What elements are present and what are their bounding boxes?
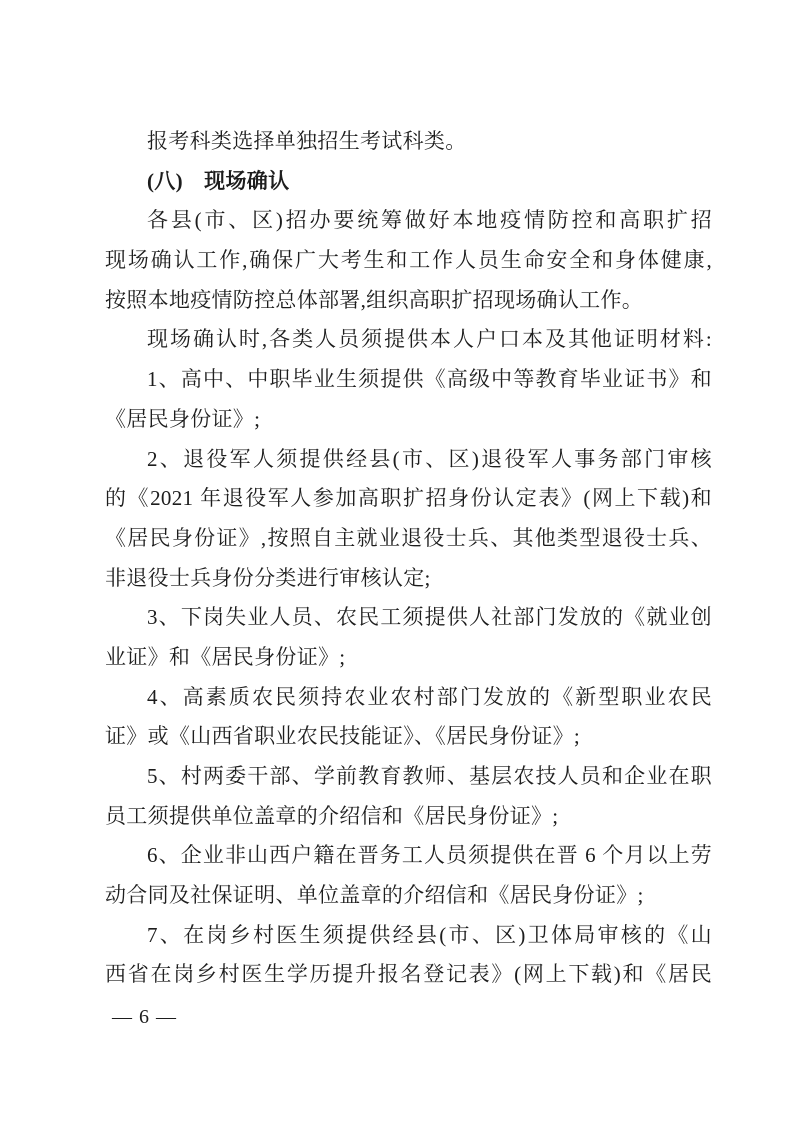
page-number: — 6 — [112,1006,177,1028]
text-block [105,122,712,995]
text-line: 的《2021 年退役军人参加高职扩招身份认定表》(网上下载)和 [105,486,712,511]
text-line: 2、退役军人须提供经县(市、区)退役军人事务部门审核 [147,446,712,471]
text-line: 各县(市、区)招办要统筹做好本地疫情防控和高职扩招 [147,208,712,233]
text-line: 5、村两委干部、学前教育教师、基层农技人员和企业在职 [147,764,712,788]
text-line: 西省在岗乡村医生学历提升报名登记表》(网上下载)和《居民 [105,962,712,987]
text-line: 现场确认时,各类人员须提供本人户口本及其他证明材料: [147,327,712,352]
text-line: 1、高中、中职毕业生须提供《高级中等教育毕业证书》和 [147,367,712,392]
text-line: 证》或《山西省职业农民技能证》、《居民身份证》; [105,724,581,749]
text-line: 按照本地疫情防控总体部署,组织高职扩招现场确认工作。 [105,287,644,312]
text-line: 员工须提供单位盖章的介绍信和《居民身份证》; [105,803,559,828]
text-line: 7、在岗乡村医生须提供经县(市、区)卫体局审核的《山 [147,922,712,947]
text-line: 报考科类选择单独招生考试科类。 [147,129,467,153]
text-line: 4、高素质农民须持农业农村部门发放的《新型职业农民 [147,684,712,709]
text-line: 《居民身份证》,按照自主就业退役士兵、其他类型退役士兵、 [105,525,712,550]
text-line: 现场确认工作,确保广大考生和工作人员生命安全和身体健康, [105,248,712,273]
section-heading: (八) 现场确认 [147,168,290,193]
text-line: 动合同及社保证明、单位盖章的介绍信和《居民身份证》; [105,883,644,908]
text-line: 3、下岗失业人员、农民工须提供人社部门发放的《就业创 [147,605,712,630]
text-line: 6、企业非山西户籍在晋务工人员须提供在晋 6 个月以上劳 [147,843,712,868]
text-line: 业证》和《居民身份证》; [105,644,346,669]
text-line: 《居民身份证》; [105,406,261,431]
text-line: 非退役士兵身份分类进行审核认定; [105,565,431,590]
